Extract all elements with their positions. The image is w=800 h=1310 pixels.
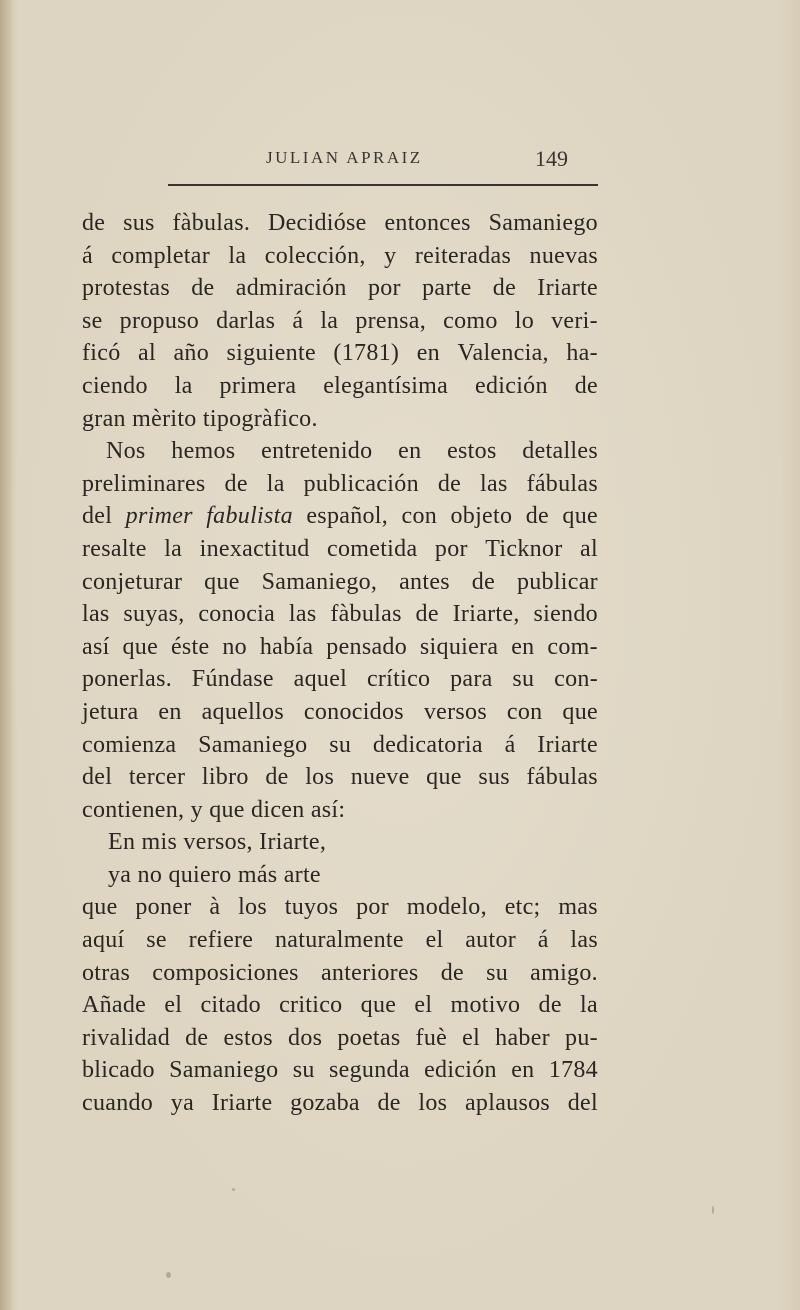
- body-text: [82, 207, 598, 1120]
- text-line: resalte la inexactitud cometida por Ticknor al: [82, 535, 598, 562]
- text-line: [82, 859, 598, 892]
- text-line: ponerlas. Fúndase aquel crítico para su con-: [82, 666, 598, 693]
- text-line: preliminares de la publicación de las fábulas: [82, 470, 598, 497]
- text-line: aquí se refiere naturalmente el autor á las: [82, 927, 598, 954]
- text-line: así que éste no había pensado siquiera en com-: [82, 633, 598, 660]
- text-line: comienza Samaniego su dedicatoria á Iriarte: [82, 731, 598, 758]
- page-header: [168, 148, 598, 176]
- paper-speck: [232, 1188, 235, 1191]
- running-head: JULIAN APRAIZ: [266, 148, 423, 167]
- header-rule: [168, 184, 598, 186]
- paper-speck: [712, 1206, 714, 1214]
- spine-shadow: [0, 0, 14, 1310]
- text-segment: contienen, y que dicen así:: [82, 796, 346, 823]
- text-line: se propuso darlas á la prensa, como lo veri-: [82, 307, 598, 334]
- text-line: [82, 794, 598, 827]
- text-segment: ya no quiero más arte: [108, 861, 321, 888]
- text-segment: gran mèrito tipogràfico.: [82, 405, 318, 432]
- text-line: conjeturar que Samaniego, antes de publicar: [82, 568, 598, 595]
- paper-speck: [166, 1272, 171, 1278]
- text-line: del tercer libro de los nueve que sus fábulas: [82, 764, 598, 791]
- text-line: las suyas, conocia las fàbulas de Iriarte, siendo: [82, 601, 598, 628]
- text-line: cuando ya Iriarte gozaba de los aplausos del: [82, 1090, 598, 1117]
- text-line: ciendo la primera elegantísima edición de: [82, 372, 598, 399]
- text-line: otras composiciones anteriores de su amigo.: [82, 959, 598, 986]
- text-line: jetura en aquellos conocidos versos con que: [82, 698, 598, 725]
- text-line: blicado Samaniego su segunda edición en 1784: [82, 1057, 598, 1084]
- page-number: 149: [535, 146, 568, 171]
- text-line: Añade el citado critico que el motivo de la: [82, 992, 598, 1019]
- text-line: que poner à los tuyos por modelo, etc; mas: [82, 894, 598, 921]
- text-line: Nos hemos entretenido en estos detalles: [106, 438, 598, 465]
- text-line: ficó al año siguiente (1781) en Valencia, ha-: [82, 340, 598, 367]
- text-line: á completar la colección, y reiteradas nuevas: [82, 242, 598, 269]
- text-line: de sus fàbulas. Decidióse entonces Samaniego: [82, 210, 598, 236]
- text-line: [82, 403, 598, 436]
- text-line: rivalidad de estos dos poetas fuè el haber pu-: [82, 1024, 598, 1051]
- text-line: [82, 826, 598, 859]
- text-line: protestas de admiración por parte de Iriarte: [82, 275, 598, 302]
- text-line: del primer fabulista español, con objeto de que: [82, 503, 598, 530]
- text-segment: En mis versos, Iriarte,: [108, 829, 327, 856]
